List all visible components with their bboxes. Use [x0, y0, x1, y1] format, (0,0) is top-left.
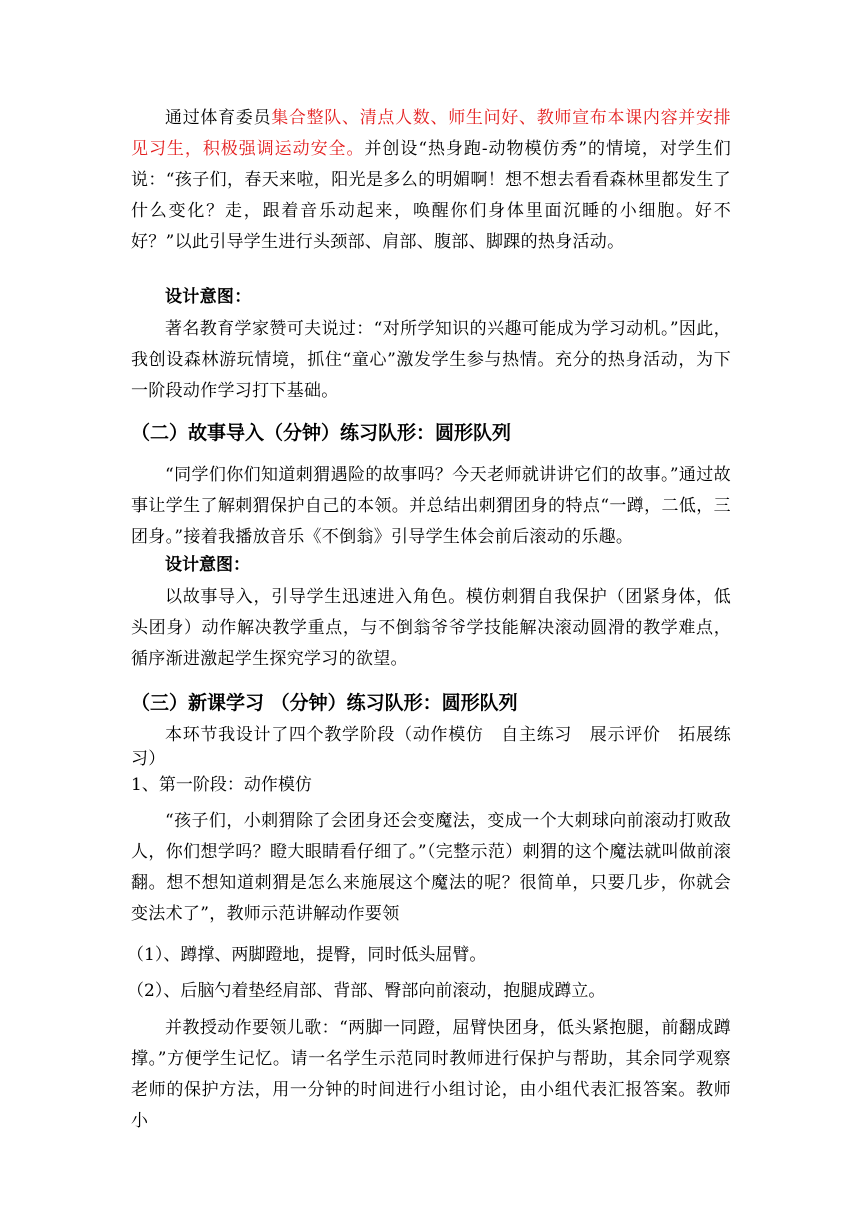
section-heading-story: （二）故事导入（分钟）练习队形：圆形队列: [131, 422, 512, 444]
design-intent-label-1: 设计意图：: [165, 287, 252, 307]
section-heading-new-lesson: （三）新课学习 （分钟）练习队形：圆形队列: [131, 692, 518, 714]
step-1: （1）、蹲撑、两脚蹬地，提臀，同时低头屈臂。: [127, 945, 487, 965]
design-intent-label-2: 设计意图：: [165, 555, 250, 575]
warmup-paragraph: [131, 103, 731, 258]
story-paragraph: “同学们你们知道刺猬遇险的故事吗？今天老师就讲讲它们的故事。”通过故事让学生了解刺猬保护自己的本领。并总结出刺猬团身的特点“一蹲，二低，三团身。”接着我播放音乐《不倒翁》引导学生体会前后滚动的乐趣。: [131, 465, 731, 547]
lesson-intro: 本环节我设计了四个教学阶段（动作模仿 自主练习 展示评价 拓展练习）: [131, 725, 731, 769]
warmup-rest: 并创设“热身跑-动物模仿秀”的情境，对学生们说：“孩子们，春天来啦，阳光是多么的明媚啊！想不想去看看森林里都发生了什么变化？走，跟着音乐动起来，唤醒你们身体里面沉睡的小细胞。好不好？”以此引导学生进行头颈部、肩部、腹部、脚踝的热身活动。: [131, 139, 731, 252]
stage1-paragraph: “孩子们，小刺猬除了会团身还会变魔法，变成一个大刺球向前滚动打败敌人，你们想学吗？瞪大眼睛看仔细了。”（完整示范）刺猬的这个魔法就叫做前滚翻。想不想知道刺猬是怎么来施展这个魔法的呢？很简单，只要几步，你就会变法术了”，教师示范讲解动作要领: [131, 811, 731, 924]
chant-paragraph: 并教授动作要领儿歌：“两脚一同蹬，屈臂快团身，低头紧抱腿，前翻成蹲撑。”方便学生记忆。请一名学生示范同时教师进行保护与帮助，其余同学观察老师的保护方法，用一分钟的时间进行小组讨论，由小组代表汇报答案。教师小: [131, 1018, 731, 1131]
stage1-title: 1、第一阶段：动作模仿: [131, 775, 312, 795]
step-2: （2）、后脑勺着垫经肩部、背部、臀部向前滚动，抱腿成蹲立。: [127, 981, 606, 1001]
warmup-highlight: 集合整队、清点人数、师生问好、教师宣布本课内容并安排见习生，积极强调运动安全。: [131, 108, 731, 159]
design-intent-text-2: 以故事导入，引导学生迅速进入角色。模仿刺猬自我保护（团紧身体，低头团身）动作解决教学重点，与不倒翁爷爷学技能解决滚动圆滑的教学难点，循序渐进激起学生探究学习的欲望。: [131, 587, 731, 669]
warmup-lead: 通过体育委员: [165, 108, 272, 128]
design-intent-text-1: 著名教育学家赞可夫说过：“对所学知识的兴趣可能成为学习动机。”因此，我创设森林游玩情境，抓住“童心”激发学生参与热情。充分的热身活动，为下一阶段动作学习打下基础。: [131, 319, 731, 401]
